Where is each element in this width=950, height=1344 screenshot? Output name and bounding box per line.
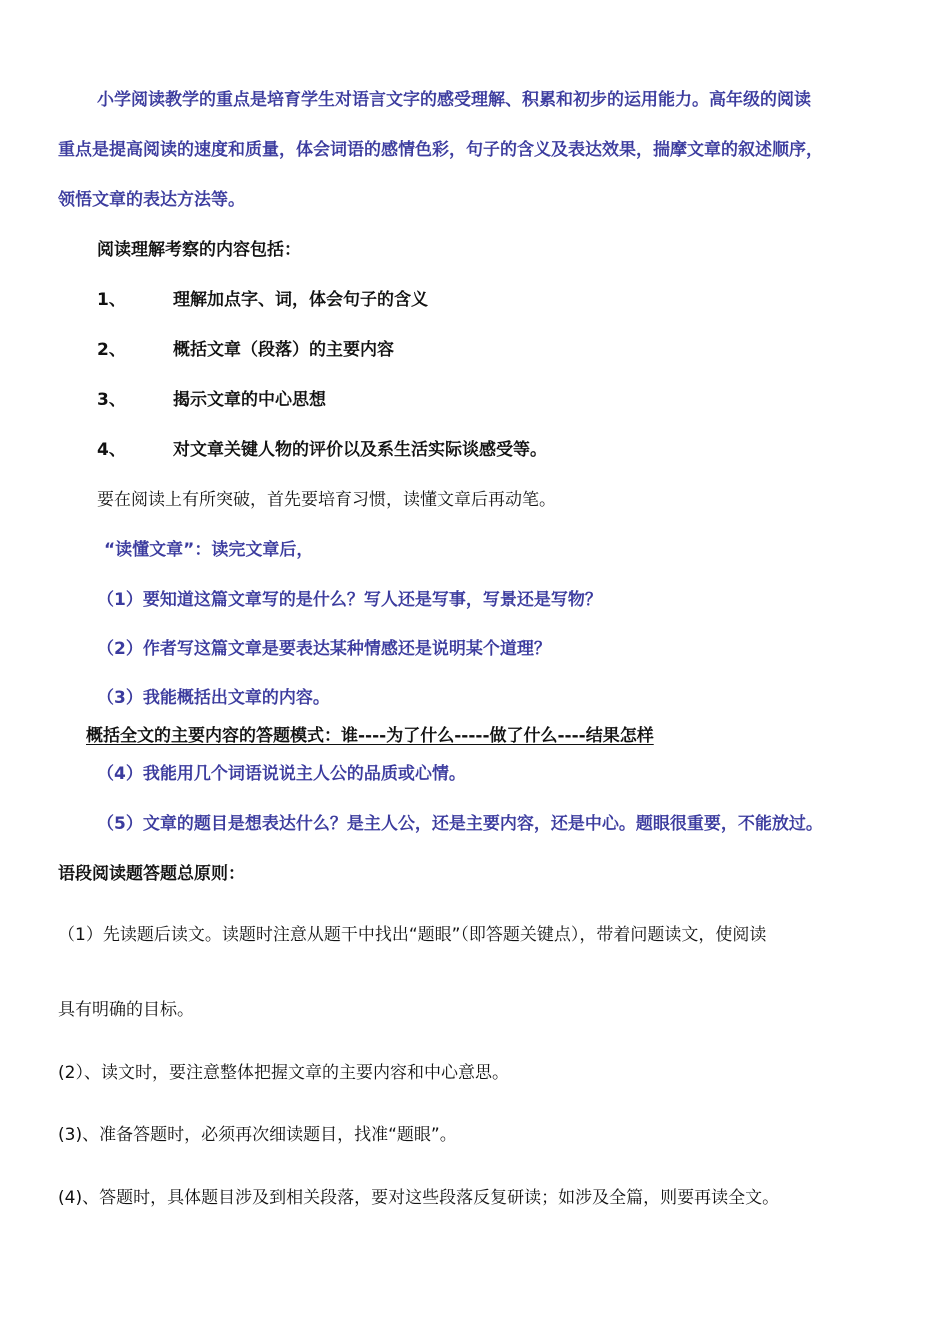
intro-line-3: 领悟文章的表达方法等。 bbox=[58, 190, 245, 210]
scope-item-text: 概括文章（段落）的主要内容 bbox=[173, 340, 394, 360]
scope-item-number: 2、 bbox=[97, 340, 126, 360]
intro-line-1: 小学阅读教学的重点是培育学生对语言文字的感受理解、积累和初步的运用能力。高年级的阅读 bbox=[97, 90, 811, 110]
intro-line-2: 重点是提高阅读的速度和质量，体会词语的感情色彩，句子的含义及表达效果，揣摩文章的叙述顺序， bbox=[58, 140, 823, 160]
principle-2: (2）、读文时，要注意整体把握文章的主要内容和中心意思。 bbox=[58, 1063, 509, 1083]
scope-item-number: 1、 bbox=[97, 290, 126, 310]
scope-item-1 bbox=[97, 288, 428, 312]
understand-q2: （2）作者写这篇文章是要表达某种情感还是说明某个道理？ bbox=[97, 639, 551, 659]
scope-heading: 阅读理解考察的内容包括： bbox=[97, 240, 301, 260]
principle-4: (4)、答题时，具体题目涉及到相关段落，要对这些段落反复研读；如涉及全篇，则要再读全文。 bbox=[58, 1188, 780, 1208]
understand-q3: （3）我能概括出文章的内容。 bbox=[97, 688, 330, 708]
scope-item-2 bbox=[97, 338, 394, 362]
summary-pattern: 概括全文的主要内容的答题模式：谁----为了什么-----做了什么----结果怎样 bbox=[86, 726, 654, 746]
scope-item-number: 4、 bbox=[97, 440, 126, 460]
understand-q1: （1）要知道这篇文章写的是什么？写人还是写事，写景还是写物？ bbox=[97, 590, 602, 610]
understand-q5: （5）文章的题目是想表达什么？是主人公，还是主要内容，还是中心。题眼很重要，不能放过。 bbox=[97, 814, 823, 834]
scope-item-text: 揭示文章的中心思想 bbox=[173, 390, 326, 410]
habit-text: 要在阅读上有所突破，首先要培育习惯，读懂文章后再动笔。 bbox=[97, 490, 556, 510]
principles-heading: 语段阅读题答题总原则： bbox=[58, 864, 245, 884]
understand-heading: “读懂文章”：读完文章后， bbox=[104, 540, 314, 560]
scope-item-text: 理解加点字、词，体会句子的含义 bbox=[173, 290, 428, 310]
scope-item-text: 对文章关键人物的评价以及系生活实际谈感受等。 bbox=[173, 440, 547, 460]
principle-1-line-2: 具有明确的目标。 bbox=[58, 1000, 194, 1020]
scope-item-4 bbox=[97, 438, 547, 462]
scope-item-3 bbox=[97, 388, 326, 412]
scope-item-number: 3、 bbox=[97, 390, 126, 410]
understand-q4: （4）我能用几个词语说说主人公的品质或心情。 bbox=[97, 764, 466, 784]
principle-3: (3)、准备答题时，必须再次细读题目，找准“题眼”。 bbox=[58, 1125, 457, 1145]
principle-1-line-1: （1）先读题后读文。读题时注意从题干中找出“题眼”（即答题关键点），带着问题读文，使阅读 bbox=[58, 925, 767, 945]
